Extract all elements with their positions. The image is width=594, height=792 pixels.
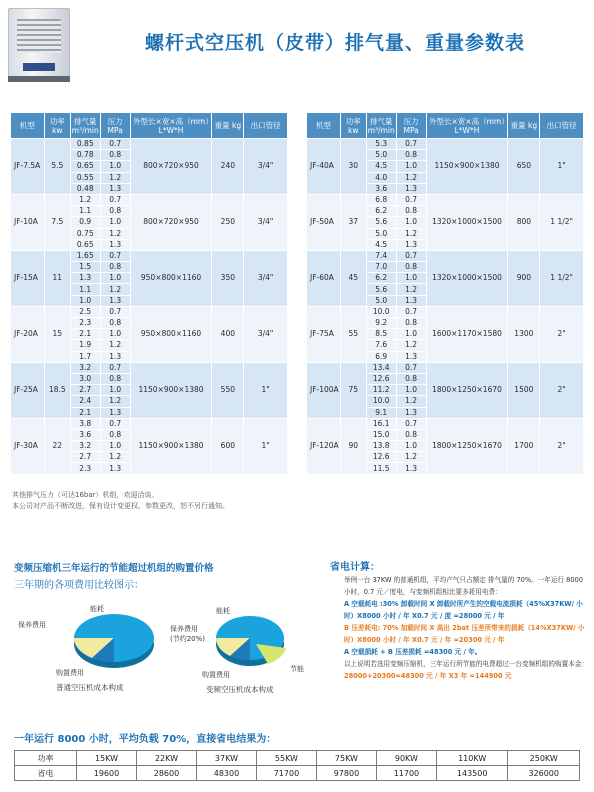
outlet-cell: 3/4" xyxy=(244,194,288,250)
flow-cell: 16.1 xyxy=(366,418,396,429)
pie1-label-maintenance: 保养费用 xyxy=(18,621,46,629)
outlet-cell: 2" xyxy=(540,306,584,362)
flow-cell: 1.7 xyxy=(70,351,100,362)
note-line-1: 其他排气压力（可达16bar）机组，欢迎洽谈。 xyxy=(12,491,159,499)
flow-cell: 4.5 xyxy=(366,161,396,172)
flow-cell: 2.1 xyxy=(70,407,100,418)
pressure-cell: 1.0 xyxy=(100,329,130,340)
saving-formula-b: B 压差耗电: 70% 加载时间 X 高出 2bat 压差所带来的损耗（14%X37KW/ 小时）X8000 小时 / 年 X0.7 元 / 年 =20300 元 / 年 xyxy=(344,624,585,644)
pressure-cell: 1.2 xyxy=(100,452,130,463)
dimensions-cell: 1800×1250×1670 xyxy=(426,362,508,418)
pressure-cell: 1.3 xyxy=(396,239,426,250)
weight-cell: 250 xyxy=(212,194,244,250)
spec-header-cell: 排气量 m³/min xyxy=(70,113,100,139)
pressure-cell: 0.7 xyxy=(100,306,130,317)
pressure-cell: 0.8 xyxy=(396,429,426,440)
power-cell: 250KW xyxy=(508,751,580,766)
saving-cell: 11700 xyxy=(376,766,436,781)
power-cell: 37KW xyxy=(196,751,256,766)
flow-cell: 10.0 xyxy=(366,306,396,317)
pressure-cell: 1.2 xyxy=(396,340,426,351)
pressure-cell: 0.7 xyxy=(100,362,130,373)
outlet-cell: 3/4" xyxy=(244,250,288,306)
spec-row xyxy=(11,139,288,150)
pressure-cell: 0.8 xyxy=(396,150,426,161)
pressure-cell: 1.0 xyxy=(396,217,426,228)
weight-cell: 350 xyxy=(212,250,244,306)
pressure-cell: 0.7 xyxy=(396,139,426,150)
dimensions-cell: 950×800×1160 xyxy=(130,250,212,306)
pressure-cell: 0.7 xyxy=(100,139,130,150)
model-cell: JF-25A xyxy=(11,362,45,418)
flow-cell: 3.0 xyxy=(70,373,100,384)
pressure-cell: 1.0 xyxy=(396,385,426,396)
pressure-cell: 0.7 xyxy=(396,194,426,205)
weight-cell: 650 xyxy=(508,139,540,195)
spec-header-cell: 出口管径 xyxy=(540,113,584,139)
model-cell: JF-75A xyxy=(307,306,341,362)
spec-header-cell: 机型 xyxy=(11,113,45,139)
flow-cell: 0.9 xyxy=(70,217,100,228)
dimensions-cell: 1150×900×1380 xyxy=(130,418,212,474)
pie2-label-energy: 能耗 xyxy=(216,607,230,615)
flow-cell: 3.2 xyxy=(70,362,100,373)
flow-cell: 2.1 xyxy=(70,329,100,340)
flow-cell: 13.8 xyxy=(366,441,396,452)
flow-cell: 5.6 xyxy=(366,284,396,295)
outlet-cell: 1 1/2" xyxy=(540,250,584,306)
page-title: 螺杆式空压机（皮带）排气量、重量参数表 xyxy=(144,32,525,54)
model-cell: JF-30A xyxy=(11,418,45,474)
saving-cell: 28600 xyxy=(136,766,196,781)
weight-cell: 900 xyxy=(508,250,540,306)
weight-cell: 800 xyxy=(508,194,540,250)
flow-cell: 0.65 xyxy=(70,239,100,250)
weight-cell: 1300 xyxy=(508,306,540,362)
flow-cell: 3.8 xyxy=(70,418,100,429)
outlet-cell: 3/4" xyxy=(244,306,288,362)
flow-cell: 2.4 xyxy=(70,396,100,407)
pressure-cell: 1.3 xyxy=(396,463,426,474)
pressure-cell: 1.0 xyxy=(396,161,426,172)
flow-cell: 6.2 xyxy=(366,206,396,217)
flow-cell: 1.9 xyxy=(70,340,100,351)
power-cell: 55KW xyxy=(256,751,316,766)
power-cell: 15 xyxy=(44,306,70,362)
spec-table-header xyxy=(307,113,584,139)
pressure-cell: 1.3 xyxy=(100,183,130,194)
spec-row xyxy=(307,418,584,429)
flow-cell: 15.0 xyxy=(366,429,396,440)
spec-row xyxy=(307,139,584,150)
dimensions-cell: 1150×900×1380 xyxy=(426,139,508,195)
pressure-cell: 1.2 xyxy=(396,396,426,407)
pie1-caption: 普通空压机成本构成 xyxy=(56,683,124,692)
pressure-cell: 0.8 xyxy=(396,262,426,273)
flow-cell: 0.78 xyxy=(70,150,100,161)
power-cell: 15KW xyxy=(77,751,137,766)
weight-cell: 240 xyxy=(212,139,244,195)
pie2-label-purchase: 购置费用 xyxy=(202,671,230,679)
pressure-cell: 1.2 xyxy=(100,396,130,407)
pressure-cell: 0.8 xyxy=(100,206,130,217)
model-cell: JF-10A xyxy=(11,194,45,250)
flow-cell: 12.6 xyxy=(366,373,396,384)
model-cell: JF-60A xyxy=(307,250,341,306)
power-cell: 45 xyxy=(340,250,366,306)
model-cell: JF-20A xyxy=(11,306,45,362)
spec-row xyxy=(11,194,288,205)
flow-cell: 3.6 xyxy=(70,429,100,440)
pie1-label-energy: 能耗 xyxy=(90,605,104,613)
section-subtitle: 三年期的各项费用比较图示： xyxy=(14,580,144,591)
pressure-cell: 0.8 xyxy=(100,262,130,273)
flow-cell: 0.65 xyxy=(70,161,100,172)
pressure-cell: 0.8 xyxy=(100,429,130,440)
spec-header-cell: 功率 kw xyxy=(44,113,70,139)
spec-table-right xyxy=(306,112,584,475)
flow-cell: 5.6 xyxy=(366,217,396,228)
model-cell: JF-100A xyxy=(307,362,341,418)
dimensions-cell: 1600×1170×1580 xyxy=(426,306,508,362)
weight-cell: 1500 xyxy=(508,362,540,418)
flow-cell: 9.2 xyxy=(366,318,396,329)
pressure-cell: 1.3 xyxy=(100,407,130,418)
saving-title: 省电计算： xyxy=(330,562,380,573)
spec-row xyxy=(307,250,584,261)
pressure-cell: 0.7 xyxy=(396,418,426,429)
outlet-cell: 2" xyxy=(540,362,584,418)
flow-cell: 1.5 xyxy=(70,262,100,273)
pressure-cell: 1.3 xyxy=(396,183,426,194)
power-cell: 22 xyxy=(44,418,70,474)
pressure-cell: 1.0 xyxy=(100,161,130,172)
note-line-2: 本公司对产品不断改进，保有设计变更权。参数更改，恕不另行通知。 xyxy=(12,502,229,510)
flow-cell: 0.55 xyxy=(70,172,100,183)
flow-cell: 2.3 xyxy=(70,318,100,329)
saving-cell: 48300 xyxy=(196,766,256,781)
pressure-cell: 1.2 xyxy=(100,228,130,239)
power-cell: 75 xyxy=(340,362,366,418)
spec-table-header xyxy=(11,113,288,139)
pressure-cell: 1.0 xyxy=(100,217,130,228)
flow-cell: 1.0 xyxy=(70,295,100,306)
pressure-cell: 1.3 xyxy=(396,407,426,418)
pressure-cell: 1.2 xyxy=(100,284,130,295)
pressure-cell: 1.2 xyxy=(100,340,130,351)
pressure-cell: 0.7 xyxy=(100,194,130,205)
flow-cell: 2.5 xyxy=(70,306,100,317)
pressure-cell: 0.8 xyxy=(396,373,426,384)
pie2-label-maintenance: 保养费用 xyxy=(170,625,198,633)
flow-cell: 11.2 xyxy=(366,385,396,396)
spec-header-cell: 重量 kg xyxy=(508,113,540,139)
power-cell: 55 xyxy=(340,306,366,362)
flow-cell: 4.0 xyxy=(366,172,396,183)
flow-cell: 7.0 xyxy=(366,262,396,273)
pressure-cell: 0.8 xyxy=(100,318,130,329)
flow-cell: 5.0 xyxy=(366,228,396,239)
model-cell: JF-120A xyxy=(307,418,341,474)
saving-intro: 举例一台 37KW 的普通机组，平均产气只占额定 排气量的 70%。一年运行 8000 小时，0.7 元／度电，与变频机组相比要多耗用电费： xyxy=(344,576,583,596)
spec-row xyxy=(11,250,288,261)
pressure-cell: 0.7 xyxy=(396,250,426,261)
flow-cell: 10.0 xyxy=(366,396,396,407)
outlet-cell: 3/4" xyxy=(244,139,288,195)
flow-cell: 0.48 xyxy=(70,183,100,194)
pressure-cell: 1.0 xyxy=(396,329,426,340)
flow-cell: 0.85 xyxy=(70,139,100,150)
flow-cell: 9.1 xyxy=(366,407,396,418)
flow-cell: 1.3 xyxy=(70,273,100,284)
pressure-cell: 1.2 xyxy=(396,228,426,239)
pressure-cell: 0.8 xyxy=(396,318,426,329)
power-row xyxy=(15,751,580,766)
dimensions-cell: 950×800×1160 xyxy=(130,306,212,362)
spec-header-cell: 出口管径 xyxy=(244,113,288,139)
pressure-cell: 0.8 xyxy=(396,206,426,217)
spec-header-cell: 排气量 m³/min xyxy=(366,113,396,139)
weight-cell: 550 xyxy=(212,362,244,418)
spec-header-cell: 功率 kw xyxy=(340,113,366,139)
outlet-cell: 1" xyxy=(244,418,288,474)
power-cell: 11 xyxy=(44,250,70,306)
weight-cell: 400 xyxy=(212,306,244,362)
flow-cell: 1.65 xyxy=(70,250,100,261)
saving-formula-total: A 空载损耗 + B 压差损耗 =48300 元 / 年。 xyxy=(344,648,482,656)
dimensions-cell: 1320×1000×1500 xyxy=(426,194,508,250)
spec-header-cell: 外型长×宽×高（mm）L*W*H xyxy=(426,113,508,139)
pressure-cell: 1.0 xyxy=(396,441,426,452)
pressure-cell: 1.2 xyxy=(396,172,426,183)
spec-header-cell: 外型长×宽×高（mm）L*W*H xyxy=(130,113,212,139)
dimensions-cell: 1150×900×1380 xyxy=(130,362,212,418)
pressure-cell: 0.7 xyxy=(396,306,426,317)
spec-row xyxy=(307,306,584,317)
model-cell: JF-7.5A xyxy=(11,139,45,195)
flow-cell: 12.6 xyxy=(366,452,396,463)
pie2-label-maintenance-note: (节约20%) xyxy=(170,635,206,643)
pressure-cell: 1.2 xyxy=(100,172,130,183)
pressure-cell: 1.0 xyxy=(396,273,426,284)
spec-header-cell: 压力 MPa xyxy=(100,113,130,139)
saving-result-table xyxy=(14,750,580,781)
compressor-logo-plate xyxy=(23,63,55,71)
flow-cell: 2.3 xyxy=(70,463,100,474)
pie2-caption: 变频空压机成本构成 xyxy=(206,685,274,694)
flow-cell: 13.4 xyxy=(366,362,396,373)
flow-cell: 6.9 xyxy=(366,351,396,362)
dimensions-cell: 1800×1250×1670 xyxy=(426,418,508,474)
flow-cell: 7.4 xyxy=(366,250,396,261)
bottom-table-title: 一年运行 8000 小时，平均负载 70%，直接省电结果为： xyxy=(14,734,277,745)
pie2-label-saving: 节能 xyxy=(290,665,304,673)
flow-cell: 4.5 xyxy=(366,239,396,250)
pressure-cell: 1.3 xyxy=(100,463,130,474)
spec-row xyxy=(11,362,288,373)
spec-row xyxy=(11,418,288,429)
weight-cell: 600 xyxy=(212,418,244,474)
pressure-cell: 1.0 xyxy=(100,273,130,284)
weight-cell: 1700 xyxy=(508,418,540,474)
outlet-cell: 1 1/2" xyxy=(540,194,584,250)
pie-chart-inverter xyxy=(168,594,318,704)
saving-cell: 97800 xyxy=(316,766,376,781)
power-cell: 5.5 xyxy=(44,139,70,195)
flow-cell: 0.75 xyxy=(70,228,100,239)
pressure-cell: 1.2 xyxy=(396,452,426,463)
spec-row xyxy=(11,306,288,317)
saving-cell: 326000 xyxy=(508,766,580,781)
flow-cell: 2.7 xyxy=(70,385,100,396)
spec-row xyxy=(307,362,584,373)
pressure-cell: 1.0 xyxy=(100,441,130,452)
pressure-cell: 1.3 xyxy=(396,295,426,306)
pressure-cell: 1.3 xyxy=(100,295,130,306)
pressure-cell: 0.7 xyxy=(100,418,130,429)
saving-conclusion: 以上说明若选用变频压缩机，三年运行所节能的电费超过一台变频机组的购置本金： xyxy=(344,660,588,668)
power-cell: 18.5 xyxy=(44,362,70,418)
spec-header-cell: 重量 kg xyxy=(212,113,244,139)
pie1-label-purchase: 购置费用 xyxy=(56,669,84,677)
dimensions-cell: 1320×1000×1500 xyxy=(426,250,508,306)
spec-table-left xyxy=(10,112,288,475)
outlet-cell: 1" xyxy=(244,362,288,418)
flow-cell: 8.5 xyxy=(366,329,396,340)
flow-cell: 1.1 xyxy=(70,284,100,295)
pressure-cell: 1.3 xyxy=(396,351,426,362)
saving-formula-final: 28000+20300=48300 元 / 年 X3 年 =144900 元 xyxy=(344,672,512,680)
outlet-cell: 1" xyxy=(540,139,584,195)
saving-row xyxy=(15,766,580,781)
flow-cell: 3.6 xyxy=(366,183,396,194)
flow-cell: 6.2 xyxy=(366,273,396,284)
spec-header-cell: 机型 xyxy=(307,113,341,139)
compressor-product-image xyxy=(8,8,70,82)
model-cell: JF-40A xyxy=(307,139,341,195)
pressure-cell: 1.0 xyxy=(100,385,130,396)
dimensions-cell: 800×720×950 xyxy=(130,194,212,250)
spec-header-cell: 压力 MPa xyxy=(396,113,426,139)
flow-cell: 6.8 xyxy=(366,194,396,205)
flow-cell: 7.6 xyxy=(366,340,396,351)
pie-chart-standard xyxy=(12,594,162,704)
flow-cell: 5.0 xyxy=(366,295,396,306)
saving-cell: 71700 xyxy=(256,766,316,781)
power-cell: 37 xyxy=(340,194,366,250)
pressure-cell: 1.3 xyxy=(100,239,130,250)
saving-formula-a: A 空载耗电 :30% 卸载时间 X 卸载时所产生的空载电流损耗（45%X37KW/ 小时）X8000 小时 / 年 X0.7 元 / 度 =28000 元 / 年 xyxy=(344,600,583,620)
flow-cell: 3.2 xyxy=(70,441,100,452)
pressure-cell: 0.8 xyxy=(100,373,130,384)
pressure-cell: 0.7 xyxy=(100,250,130,261)
power-cell: 7.5 xyxy=(44,194,70,250)
compressor-grille xyxy=(17,19,61,53)
power-cell: 90 xyxy=(340,418,366,474)
flow-cell: 1.1 xyxy=(70,206,100,217)
outlet-cell: 2" xyxy=(540,418,584,474)
pressure-cell: 0.8 xyxy=(100,150,130,161)
flow-cell: 5.0 xyxy=(366,150,396,161)
power-cell: 22KW xyxy=(136,751,196,766)
power-cell: 30 xyxy=(340,139,366,195)
power-cell: 90KW xyxy=(376,751,436,766)
flow-cell: 1.2 xyxy=(70,194,100,205)
model-cell: JF-15A xyxy=(11,250,45,306)
section-title: 变频压缩机三年运行的节能超过机组的购置价格 xyxy=(14,563,214,574)
power-row-label: 功率 xyxy=(15,751,77,766)
power-cell: 110KW xyxy=(436,751,508,766)
saving-cell: 19600 xyxy=(77,766,137,781)
saving-body xyxy=(330,574,588,682)
pressure-cell: 1.2 xyxy=(396,284,426,295)
saving-cell: 143500 xyxy=(436,766,508,781)
dimensions-cell: 800×720×950 xyxy=(130,139,212,195)
spec-row xyxy=(307,194,584,205)
flow-cell: 2.7 xyxy=(70,452,100,463)
pressure-cell: 0.7 xyxy=(396,362,426,373)
flow-cell: 11.5 xyxy=(366,463,396,474)
model-cell: JF-50A xyxy=(307,194,341,250)
flow-cell: 5.3 xyxy=(366,139,396,150)
compressor-base xyxy=(8,76,70,82)
power-cell: 75KW xyxy=(316,751,376,766)
saving-row-label: 省电 xyxy=(15,766,77,781)
pressure-cell: 1.3 xyxy=(100,351,130,362)
